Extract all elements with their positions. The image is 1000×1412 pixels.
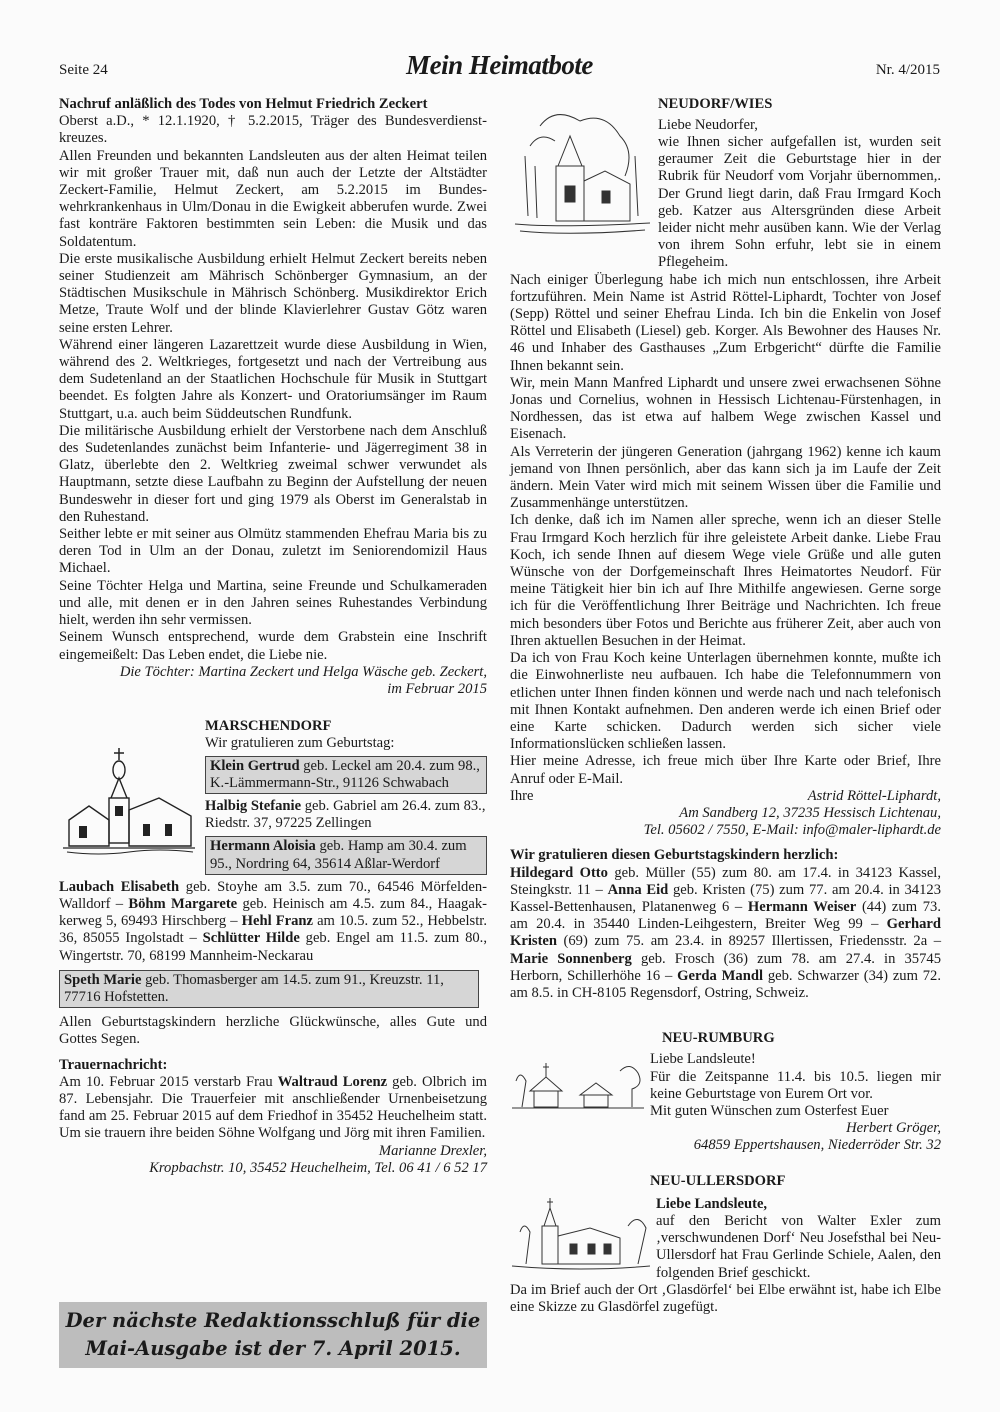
author-name: Astrid Röttel-Liphardt, bbox=[807, 787, 941, 804]
ullersdorf-message: auf den Bericht von Walter Exler zum ‚verschwundenen Dorf‘ Neu Josefsthal bei Neu-Ullersdorf hat Frau Gerlinde Schiele, Aalen, den folgenden Brief geschickt. bbox=[656, 1212, 941, 1281]
birthday-entry-boxed bbox=[59, 970, 479, 1008]
neudorf-signoff bbox=[510, 788, 941, 805]
neudorf-paragraph: Nach einiger Überlegung habe ich mich nun entschlossen, ihre Arbeit fortzuführen. Mein Name ist Astrid Röttel-Liphardt, Tochter von Josef (Sepp) Röttel und seiner Ehefrau Linda. Ich bin die Enkelin von Josef Röttel und Elisabeth (Liesel) geb. Korger. Als Bewohner des Hauses Nr. 46 und Inhaber des Gasthauses „Zum Erbgericht“ dürfte die Familie Ihnen bekannt sein. bbox=[510, 271, 941, 374]
birthday-list bbox=[510, 865, 941, 1003]
birthday-name: Gerda Mandl bbox=[677, 967, 764, 984]
ullersdorf-section bbox=[510, 1196, 941, 1282]
greeting: Liebe Landsleute! bbox=[650, 1051, 756, 1068]
author-contact: Tel. 05602 / 7550, E-Mail: info@maler-liphardt.de bbox=[643, 822, 941, 839]
obituary-title: Nachruf anläßlich des Todes von Helmut Friedrich Zeckert bbox=[59, 96, 428, 112]
rumburg-section bbox=[510, 1051, 941, 1120]
author-name: Herbert Gröger, bbox=[846, 1120, 941, 1137]
birthday-details: geb. Hamp am 30.4. zum 95., Nordring 64, 35614 Aßlar-Werdorf bbox=[210, 838, 467, 872]
birthday-name: Böhm Margarete bbox=[128, 895, 238, 912]
birthday-details: geb. Engel am 11.5. zum 80., Wingertstr. 70, 68199 Mannheim-Neckarau bbox=[59, 930, 487, 964]
birthday-details: (44) zum 73. am 20.4. in 35440 Linden-Leihgestern, Breiter Weg 99 – bbox=[510, 898, 941, 933]
birthday-details: (69) zum 75. am 23.4. in 89257 Illertissen, Friedensstr. 2a – bbox=[557, 933, 941, 950]
obituary-signature: Die Töchter: Martina Zeckert und Helga Wäsche geb. Zeckert, bbox=[119, 663, 487, 680]
birthday-entry-boxed bbox=[205, 756, 487, 794]
neudorf-paragraph: Als Verreterin der jüngeren Generation (jahrgang 1962) kenne ich kaum jemand von Ihnen persönlich, aber das kann sich ja im Laufe der Zeit ändern. Mein Vater wird mich mit seinem Wissen über die Familie und Zusammenhänge unterstützen. bbox=[510, 443, 941, 512]
ullersdorf-text bbox=[656, 1196, 941, 1282]
obituary-paragraph: Während einer längeren Lazarettzeit wurde diese Ausbildung in Wien, während des 2. Weltkrieges, fortgesetzt und nach der Vertreibung aus dem Sudetenland an der Staatlichen Hochschule für Musik in Stuttgart beendet. Es folgten Jahre als Konzert- und Oratoriumsänger im Raum Stuttgart, u.a. auch beim Süddeutschen Rundfunk. bbox=[59, 336, 487, 422]
section-title: NEUDORF/WIES bbox=[658, 96, 773, 112]
greeting: Liebe Neudorfer, bbox=[658, 117, 758, 134]
mourning-text-b: geb. Olbrich im 87. Lebensjahr. Die Trauerfeier mit anschließender Urnenbeisetzung fand am 25. Februar 2015 auf dem Friedhof in 35452 Heuchelheim statt. Um sie trauern ihre beiden Söhne Wolfgang und Jörg mit ihren Familien. bbox=[59, 1073, 487, 1142]
greeting: Liebe Landsleute, bbox=[656, 1195, 768, 1212]
birthday-name: Hermann Aloisia bbox=[210, 838, 316, 855]
birthday-entries-inline bbox=[59, 879, 487, 965]
author-address: 64859 Eppertshausen, Niederröder Str. 32 bbox=[693, 1137, 941, 1154]
birthday-name: Hermann Weiser bbox=[747, 898, 857, 915]
section-title: MARSCHENDORF bbox=[205, 718, 332, 735]
right-column bbox=[510, 96, 941, 1316]
birthday-name: Schlütter Hilde bbox=[202, 930, 300, 947]
section-intro: Wir gratulieren zum Geburtstag: bbox=[205, 735, 395, 752]
birthday-details: geb. Leckel am 20.4. zum 98., K.-Lämmermann-Str., 91126 Schwabach bbox=[210, 757, 480, 791]
neudorf-paragraph: Wir, mein Mann Manfred Liphardt und unsere zwei erwachsenen Söhne Jonas und Cornelius, wohnen in Hessisch Lichtenau-Fürstenhagen, in Nordhessen, das ist etwa auf halbem Wege zwischen Kassel und Eisenach. bbox=[510, 374, 941, 443]
birthday-name: Laubach Elisabeth bbox=[59, 878, 180, 895]
church-illustration bbox=[59, 718, 205, 875]
birthday-details: geb. Schwarzer (34) zum 72. am 8.5. in CH-8105 Regensdorf, Ostring, Schweiz. bbox=[510, 967, 941, 1001]
birthday-details: geb. Müller (55) zum 80. am 17.4. in 34123 Kassel, Steingkstr. 11 – bbox=[510, 864, 941, 898]
page-number: Seite 24 bbox=[59, 62, 108, 78]
rumburg-wish: Mit guten Wünschen zum Osterfest Euer bbox=[650, 1102, 889, 1119]
left-column bbox=[59, 96, 487, 1177]
birthday-details: geb. Kristen (75) zum 77. am 20.4. in 34123 Kassel-Bettenhausen, Platanenweg 6 – bbox=[510, 881, 941, 915]
deadline-line-1: Der nächste Redaktionsschluß für die bbox=[65, 1309, 481, 1332]
mourning-text bbox=[59, 1074, 487, 1143]
obituary-paragraph: Seine Töchter Helga und Martina, seine Freunde und Schulkameraden und alle, mit denen er in den Jahren seines Ruhestandes Verbindung hielt, werden ihn sehr vermissen. bbox=[59, 577, 487, 629]
closing-word: Ihre bbox=[510, 787, 534, 804]
section-closing: Allen Geburtstagskindern herzliche Glückwünsche, alles Gute und Gottes Segen. bbox=[59, 1014, 487, 1048]
obituary-subtitle: Oberst a.D., * 12.1.1920, † 5.2.2015, Träger des Bundesverdienstkreuzes. bbox=[59, 113, 487, 147]
obituary-paragraph: Die erste musikalische Ausbildung erhielt Helmut Zeckert bereits neben seiner Studienzeit am Mährisch Schönberger Gymnasium, an der Städtischen Musikschule in Mährisch Schönberg. Musikdirektor Erich Metze, Traute Wolf und der blinde Klavierlehrer Gustav Götz waren seine ersten Lehrer. bbox=[59, 250, 487, 336]
birthday-details: am 10.5. zum 52., Hebbelstr. 36, 85055 Ingolstadt – bbox=[59, 913, 487, 947]
neudorf-paragraph-1: wie Ihnen sicher aufgefallen ist, wurden seit geraumer Zeit die Geburtstage hier in der Rubrik für Neudorf vom Vorjahr übernommen,. Der Grund liegt darin, daß Frau Irmgard Koch geb. Katzer aus Altersgründen diese Arbeit leider nicht mehr ausüben kann. Wie der Verlag von ihrem Sohn erfuhr, lebt sie in einem Pflegeheim. bbox=[658, 134, 941, 271]
page-header bbox=[59, 50, 940, 88]
neudorf-paragraph: Hier meine Adresse, ich freue mich über Ihre Karte oder Brief, Ihre Anruf oder E-Mail. bbox=[510, 753, 941, 787]
deadline-banner bbox=[59, 1302, 487, 1368]
birthday-name: Hildegard Otto bbox=[510, 864, 608, 881]
author-address: Am Sandberg 12, 37235 Hessisch Lichtenau, bbox=[679, 804, 941, 821]
rumburg-text bbox=[650, 1051, 941, 1120]
birthday-name: Klein Gertrud bbox=[210, 757, 300, 774]
deadline-line-2: Mai-Ausgabe ist der 7. April 2015. bbox=[85, 1337, 461, 1360]
rumburg-message: Für die Zeitspanne 11.4. bis 10.5. liegen mir keine Geburtstage von Eurem Ort vor. bbox=[650, 1068, 941, 1102]
obituary-date: im Februar 2015 bbox=[387, 680, 487, 697]
birthday-details: geb. Heinisch am 4.5. zum 84., Haagakkerweg 5, 69493 Hirschberg – bbox=[59, 895, 487, 930]
mourning-text-a: Am 10. Februar 2015 verstarb Frau bbox=[59, 1073, 278, 1090]
obituary-paragraph: Allen Freunden und bekannten Landsleuten aus der alten Heimat teilen wir mit großer Trauer mit, daß nun auch der Letzte der Altstädter Zeckert-Familie, Helmut Zeckert, am 5.2.2015 im Bundeswehrkrankenhaus in Ulm/Donau in die Ewigkeit abberufen wurde. Zwei fast konträre Faktoren bestimmten sein Leben: die Musik und das Soldatentum. bbox=[59, 147, 487, 250]
obituary-paragraph: Seither lebte er mit seiner aus Olmütz stammenden Ehefrau Maria bis zu deren Tod in Ulm an der Donau, zuletzt im Seniorendomizil Haus Michael. bbox=[59, 526, 487, 577]
marschendorf-list bbox=[205, 718, 487, 875]
birthday-details: geb. Frosch (36) zum 78. am 27.4. in 35745 Herborn, Schillerhöhe 16 – bbox=[510, 950, 941, 984]
section-title: NEU-RUMBURG bbox=[662, 1030, 775, 1047]
deceased-name: Waltraud Lorenz bbox=[277, 1073, 388, 1090]
ullersdorf-paragraph: Da im Brief auch der Ort ‚Glasdörfel‘ bei Elbe erwähnt ist, habe ich Elbe eine Skizze zu Glasdörfel zugefügt. bbox=[510, 1281, 941, 1315]
village-illustration bbox=[510, 1051, 650, 1120]
birthday-name: Gerhard Kristen bbox=[510, 916, 941, 950]
birthday-name: Anna Eid bbox=[607, 881, 669, 898]
birthday-details: geb. Stoyhe am 3.5. zum 70., 64546 Mörfelden-Walldorf – bbox=[59, 878, 487, 912]
house-drawing-icon bbox=[510, 1196, 652, 1278]
birthday-name: Speth Marie bbox=[64, 971, 142, 988]
obituary-paragraph: Die militärische Ausbildung erhielt der Verstorbene nach dem Anschluß des Sudetenlandes zunächst beim Infanterie- und Jägerregiment 38 in Glatz, überlebte den 2. Weltkrieg zweimal schwer verwundet als Hauptmann, setzte diese Laufbahn zu Beginn der Aufstellung der neuen Bundeswehr in dieser fort und ging 1979 als Oberst im Generalstab in den Ruhestand. bbox=[59, 422, 487, 525]
obituary-paragraph: Seinem Wunsch entsprechend, wurde dem Grabstein eine Inschrift eingemeißelt: Das Leben endet, die Liebe nie. bbox=[59, 629, 487, 663]
house-illustration bbox=[510, 1196, 656, 1282]
mourning-title: Trauernachricht: bbox=[59, 1056, 168, 1073]
birthday-heading: Wir gratulieren diesen Geburtstagskindern herzlich: bbox=[510, 847, 839, 864]
birthday-details: geb. Gabriel am 26.4. zum 83., Riedstr. 37, 97225 Zellingen bbox=[205, 797, 486, 832]
birthday-name: Marie Sonnenberg bbox=[510, 950, 632, 967]
issue-number: Nr. 4/2015 bbox=[875, 62, 940, 78]
birthday-name: Halbig Stefanie bbox=[205, 797, 302, 814]
neudorf-paragraph: Ich denke, daß ich im Namen aller spreche, wenn ich an dieser Stelle Frau Irmgard Koch herzlich für ihre geleistete Arbeit danke. Liebe Frau Koch, ich sende Ihnen auf diesem Wege viele Grüße und alle guten Wünsche von der Dorfgemeinschaft Ihres Heimatortes Neudorf. Für meine Tätigkeit hier bin ich auf Ihre Mithilfe angewiesen. Gerne sorge ich für die Veröffentlichung Ihrer Beiträge und Nachrichten. Ich freue mich besonders über Fotos und Berichte aus früherer Zeit, aber auch von Ihren aktuellen Besuchen in der Heimat. bbox=[510, 512, 941, 649]
neudorf-paragraph: Da ich von Frau Koch keine Unterlagen übernehmen konnte, mußte ich die Einwohnerliste neu aufbauen. Ich habe die Telefonnummern von etlichen unter Ihnen finden können und werde nach und nach telefonisch mit Ihnen Kontakt aufnehmen. Den anderen werde ich einen Brief oder eine Karte schicken. Dadurch werden sich sicher viele Informationslücken schließen lassen. bbox=[510, 650, 941, 753]
mourning-signature: Marianne Drexler, bbox=[378, 1142, 487, 1159]
marschendorf-section bbox=[59, 718, 487, 875]
mourning-address: Kropbachstr. 10, 35452 Heuchelheim, Tel. 06 41 / 6 52 17 bbox=[149, 1159, 487, 1176]
village-drawing-icon bbox=[510, 1051, 646, 1113]
section-title: NEU-ULLERSDORF bbox=[650, 1172, 786, 1189]
church-drawing-icon bbox=[59, 748, 199, 868]
birthday-details: geb. Thomasberger am 14.5. zum 91., Kreuzstr. 11, 77716 Hofstetten. bbox=[64, 971, 444, 1005]
chapel-illustration bbox=[510, 96, 658, 246]
chapel-drawing-icon bbox=[510, 96, 655, 246]
birthday-entry bbox=[205, 797, 487, 836]
birthday-name: Hehl Franz bbox=[241, 913, 313, 930]
birthday-entry-boxed bbox=[205, 836, 487, 874]
masthead-logo: Mein Heimatbote bbox=[406, 50, 593, 80]
